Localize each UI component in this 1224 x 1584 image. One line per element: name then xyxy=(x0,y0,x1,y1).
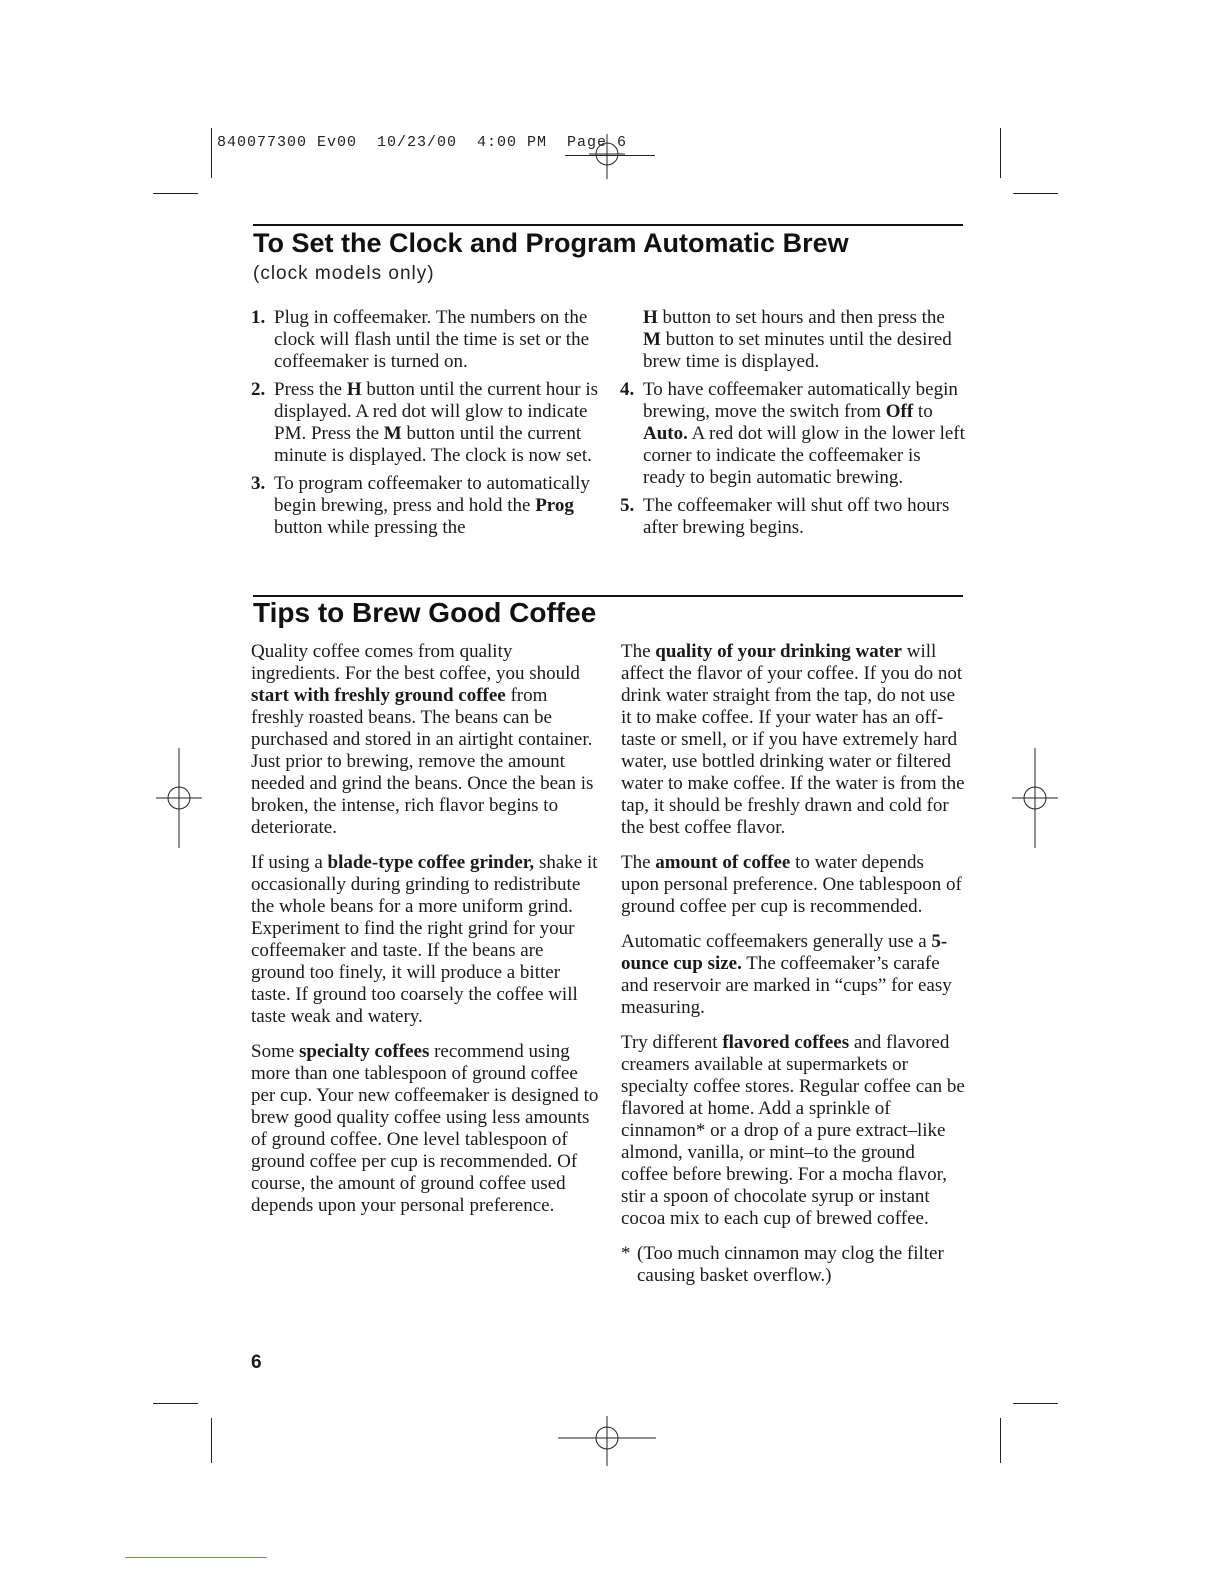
text-run: button to set hours and then press the xyxy=(657,307,945,328)
clock-steps-left-column xyxy=(251,307,601,545)
text-run: To have coffeemaker automatically begin brewing, move the switch from xyxy=(643,379,958,422)
bold-term: 5-ounce cup size. xyxy=(621,931,948,974)
footnote xyxy=(621,1243,966,1287)
bold-term: Off xyxy=(885,401,914,422)
bold-term: M xyxy=(383,423,402,444)
step-number: 2. xyxy=(251,379,266,400)
tips-paragraph-amount xyxy=(621,852,966,918)
bold-term: M xyxy=(643,329,661,350)
text-run: If using a xyxy=(251,852,328,873)
step-2 xyxy=(251,379,601,467)
step-3-continued xyxy=(620,307,965,373)
bold-term: blade-type coffee grinder, xyxy=(327,852,535,873)
text-run: Some xyxy=(251,1041,300,1062)
step-text xyxy=(643,495,949,538)
bold-term: quality of your drinking water xyxy=(655,641,902,662)
step-text xyxy=(643,379,965,488)
bold-term: specialty coffees xyxy=(299,1041,430,1062)
text-run: button until the current hour is displayed. A red dot will glow to indicate PM. Press the xyxy=(274,379,599,444)
text-run: to xyxy=(913,401,933,422)
bold-term: H xyxy=(643,307,658,328)
tips-paragraph-specialty xyxy=(251,1041,601,1217)
tips-paragraph-cup-size xyxy=(621,931,966,1019)
registration-mark-right xyxy=(1012,748,1058,848)
step-number: 4. xyxy=(620,379,635,400)
text-run: from freshly roasted beans. The beans can be purchased and stored in an airtight container. Just prior to brewing, remove the amount needed and grind the beans. Once the bean is broken, the intense, rich flavor begins to deteriorate. xyxy=(251,685,594,838)
printer-slug-line: 840077300 Ev00 10/23/00 4:00 PM Page 6 xyxy=(217,134,628,151)
section-heading-clock: To Set the Clock and Program Automatic Brew xyxy=(253,228,849,258)
text-run: to water depends upon personal preference. One tablespoon of ground coffee per cup is recommended. xyxy=(621,852,962,917)
step-3 xyxy=(251,473,601,539)
tips-paragraph-flavored xyxy=(621,1032,966,1230)
footnote-marker: * xyxy=(621,1243,631,1264)
text-run: Automatic coffeemakers generally use a xyxy=(621,931,932,952)
tips-left-column xyxy=(251,641,601,1230)
step-text xyxy=(643,307,952,372)
text-run: A red dot will glow in the lower left corner to indicate the coffeemaker is ready to begin automatic brewing. xyxy=(643,423,965,488)
page-number: 6 xyxy=(251,1352,262,1373)
text-run: Press the xyxy=(274,379,347,400)
step-text xyxy=(274,379,598,466)
bold-term: Auto. xyxy=(643,423,688,444)
text-run: and flavored creamers available at supermarkets or specialty coffee stores. Regular coffee can be flavored at home. Add a sprinkle of cinnamon* or a drop of a pure extract–like almond, vanilla, or mint–to the ground coffee before brewing. For a mocha flavor, stir a spoon of chocolate syrup or instant cocoa mix to each cup of brewed coffee. xyxy=(621,1032,965,1229)
crop-mark-top-left-horizontal xyxy=(153,193,198,194)
crop-mark-bottom-right-horizontal xyxy=(1013,1403,1058,1404)
bold-term: Prog xyxy=(535,495,574,516)
text-run: button until the current minute is displayed. The clock is now set. xyxy=(274,423,592,466)
text-run: button to set minutes until the desired brew time is displayed. xyxy=(643,329,952,372)
section-subtitle-clock: (clock models only) xyxy=(253,263,435,284)
bottom-underline-artifact xyxy=(125,1557,267,1558)
text-run: The xyxy=(621,852,656,873)
crop-mark-top-left-vertical xyxy=(211,128,212,178)
text-run: The coffeemaker’s carafe and reservoir are marked in “cups” for easy measuring. xyxy=(621,953,952,1018)
text-run: Try different xyxy=(621,1032,723,1053)
crop-mark-top-right-horizontal xyxy=(1013,193,1058,194)
tips-right-column xyxy=(621,641,966,1287)
step-number: 3. xyxy=(251,473,266,494)
section-rule-clock xyxy=(253,224,963,226)
bold-term: amount of coffee xyxy=(655,852,791,873)
crop-mark-bottom-right-vertical xyxy=(1000,1418,1001,1463)
footnote-text: (Too much cinnamon may clog the filter causing basket overflow.) xyxy=(637,1243,944,1286)
tips-paragraph-water xyxy=(621,641,966,839)
text-run: Quality coffee comes from quality ingredients. For the best coffee, you should xyxy=(251,641,580,684)
crop-mark-bottom-left-vertical xyxy=(211,1418,212,1463)
clock-steps-right-column xyxy=(620,307,965,545)
text-run: To program coffeemaker to automatically begin brewing, press and hold the xyxy=(274,473,590,516)
text-run: recommend using more than one tablespoon of ground coffee per cup. Your new coffeemaker is designed to brew good quality coffee using less amounts of ground coffee. One level tablespoon of ground coffee per cup is recommended. Of course, the amount of ground coffee used depends upon your personal preference. xyxy=(251,1041,599,1216)
bold-term: start with freshly ground coffee xyxy=(251,685,506,706)
bold-term: H xyxy=(346,379,362,400)
step-1 xyxy=(251,307,601,373)
text-run: shake it occasionally during grinding to redistribute the whole beans for a more uniform grind. Experiment to find the right grind for your coffeemaker and taste. If the beans are ground too finely, it will produce a bitter taste. If ground too coarsely the coffee will taste weak and watery. xyxy=(251,852,598,1027)
crop-mark-bottom-left-horizontal xyxy=(153,1403,198,1404)
step-text xyxy=(274,473,590,538)
text-run: The coffeemaker will shut off two hours after brewing begins. xyxy=(643,495,950,538)
step-number: 1. xyxy=(251,307,266,328)
step-5 xyxy=(620,495,965,539)
registration-mark-top xyxy=(587,124,627,184)
step-text xyxy=(274,307,589,372)
text-run: Plug in coffeemaker. The numbers on the clock will flash until the time is set or the coffeemaker is turned on. xyxy=(274,307,590,372)
text-run: will affect the flavor of your coffee. If you do not drink water straight from the tap, do not use it to make coffee. If your water has an off-taste or smell, or if you have extremely hard water, use bottled drinking water or filtered water to make coffee. If the water is from the tap, it should be freshly drawn and cold for the best coffee flavor. xyxy=(621,641,965,838)
registration-mark-left xyxy=(156,748,202,848)
step-4 xyxy=(620,379,965,489)
bold-term: flavored coffees xyxy=(722,1032,850,1053)
registration-mark-bottom xyxy=(558,1410,656,1466)
text-run: The xyxy=(621,641,656,662)
step-number: 5. xyxy=(620,495,635,516)
text-run: button while pressing the xyxy=(274,517,466,538)
tips-paragraph-fresh-ground xyxy=(251,641,601,839)
crop-mark-top-right-vertical xyxy=(1000,128,1001,178)
tips-paragraph-grinder xyxy=(251,852,601,1028)
section-heading-tips: Tips to Brew Good Coffee xyxy=(253,597,597,628)
